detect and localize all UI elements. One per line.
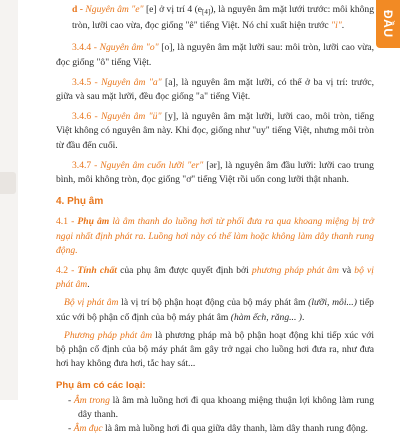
section-3-4-5: 3.4.5 - Nguyên âm "a" [a], là nguyên âm mặt lưỡi, có thể ở ba vị trí: trước, giữa và sau mặt lưỡi, đều đọc giống "a" tiếng Việt.	[56, 76, 374, 103]
section-4-2: 4.2 - Tính chất của phụ âm được quyết định bởi phương pháp phát âm và bộ vị phát âm.	[56, 265, 374, 291]
section-4-heading: 4. Phụ âm	[56, 196, 104, 208]
paragraph-bo-vi-phat-am: Bộ vị phát âm là vị trí bộ phận hoạt động của bộ máy phát âm (lưỡi, môi...) tiếp xúc với bộ phận cố định của bộ máy phát âm (hàm ếch, răng... ).	[56, 297, 374, 323]
consonant-type-am-trong: - Âm trong là âm mà luồng hơi đi qua khoang miệng thuận lợi không làm rung dây thanh.	[68, 394, 374, 420]
item-d: d - Nguyên âm "e" [e] ở vị trí 4 $(e_{[4]})$, là nguyên âm mặt lưới trước: môi không tròn, lưỡi cao vừa, đọc giống "ê" tiếng Việt. Nó chỉ xuất hiện trước "i".	[72, 4, 374, 32]
page-content	[56, 0, 374, 436]
consonant-types-heading: Phụ âm có các loại:	[56, 380, 146, 392]
section-3-4-4: 3.4.4 - Nguyên âm "o" [o], là nguyên âm mặt lưỡi sau: môi tròn, lưỡi cao vừa, đọc giống "ô" tiếng Việt.	[56, 42, 375, 68]
consonant-type-am-duc: - Âm đục là âm mà luồng hơi đi qua giữa dây thanh, làm dây thanh rung động.	[68, 423, 368, 435]
chapter-side-tab: ĐẦU	[376, 0, 400, 48]
section-3-4-6: 3.4.6 - Nguyên âm "ü" [y], là nguyên âm mặt lưỡi, lưỡi cao, môi tròn, tiếng Việt không có nguyên âm này. Khi đọc, giống như "uy" tiếng Việt, nhưng môi tròn từ đầu đến cuối.	[56, 111, 374, 151]
section-3-4-7: 3.4.7 - Nguyên âm cuốn lưỡi "er" [ər], là nguyên âm đầu lưỡi: lưỡi cao trung bình, môi không tròn, đọc giống "ơ" tiếng Việt rồi uốn cong lưỡi thật nhanh.	[56, 159, 374, 186]
page-edge-tab	[0, 172, 16, 194]
page-gutter	[0, 0, 18, 400]
paragraph-phuong-phap-phat-am: Phương pháp phát âm là phương pháp mà bộ phận hoạt động khi tiếp xúc với bộ phận cố định của bộ máy phát âm gây trở ngại cho luồng hơi đưa ra, như đưa hơi hay không đưa hơi, tắc hay sát...	[56, 329, 374, 370]
section-4-1: 4.1 - Phụ âm là âm thanh do luồng hơi từ phổi đưa ra qua khoang miệng bị trở ngại nhất định phát ra. Luồng hơi này có thể làm hoặc không làm dây thanh rung động.	[56, 216, 375, 256]
